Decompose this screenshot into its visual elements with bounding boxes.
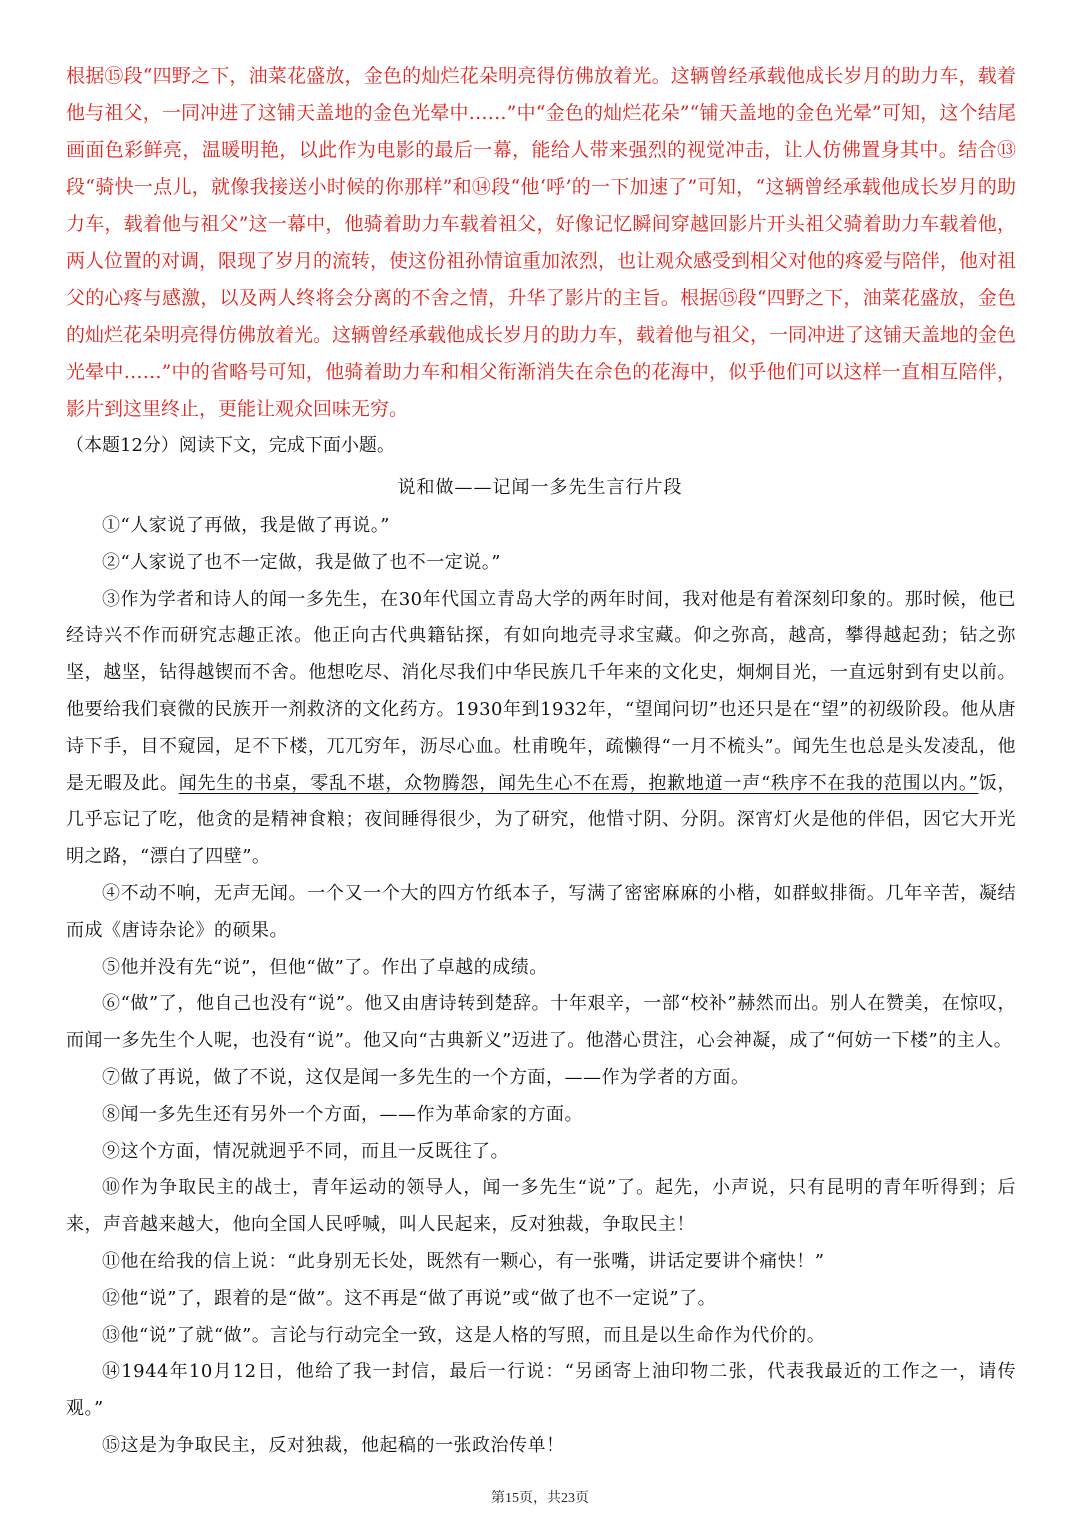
- paragraph-13: ⑬他“说”了就“做”。言论与行动完全一致，这是人格的写照，而且是以生命作为代价的。: [102, 1324, 826, 1346]
- article-title: 说和做——记闻一多先生言行片段: [397, 477, 683, 498]
- underlined-sentence: 闻先生的书桌，零乱不堪，众物腾怨，闻先生心不在焉，抱歉地道一声“秩序不在我的范围以内。”: [178, 772, 979, 794]
- paragraph-3: [66, 582, 1016, 876]
- paragraph-10: ⑩作为争取民主的战士，青年运动的领导人，闻一多先生“说”了。起先，小声说，只有昆明的青年听得到；后来，声音越来越大，他向全国人民呼喊，叫人民起来，反对独裁，争取民主！: [66, 1177, 1016, 1236]
- answer-analysis-text: 根据⑮段“四野之下，油菜花盛放，金色的灿烂花朵明亮得仿佛放着光。这辆曾经承载他成长岁月的助力车，载着他与祖父，一同冲进了这铺天盖地的金色光晕中……”中“金色的灿烂花朵”“铺天盖地的金色光晕”可知，这个结尾画面色彩鲜亮，温暖明艳，以此作为电影的最后一幕，能给人带来强烈的视觉冲击，让人仿佛置身其中。结合⑬段“骑快一点儿，就像我接送小时候的你那样”和⑭段“他‘呼’的一下加速了”可知，“这辆曾经承载他成长岁月的助力车，载着他与祖父”这一幕中，他骑着助力车载着祖父，好像记忆瞬间穿越回影片开头祖父骑着助力车载着他，两人位置的对调，限现了岁月的流转，使这份祖孙情谊重加浓烈，也让观众感受到相父对他的疼爱与陪伴，他对祖父的心疼与感激，以及两人终将会分离的不舍之情，升华了影片的主旨。根据⑮段“四野之下，油菜花盛放，金色的灿烂花朵明亮得仿佛放着光。这辆曾经承载他成长岁月的助力车，载着他与祖父，一同冲进了这铺天盖地的金色光晕中……”中的省略号可知，他骑着助力车和相父衔渐消失在佘色的花海中，似乎他们可以这样一直相互陪伴，影片到这里终止，更能让观众回味无穷。: [66, 65, 1017, 420]
- paragraph-2: ②“人家说了也不一定做，我是做了也不一定说。”: [102, 551, 501, 573]
- article-body: [66, 508, 1016, 1465]
- paragraph-4: ④不动不响，无声无闻。一个又一个大的四方竹纸本子，写满了密密麻麻的小楷，如群蚁排衙。几年辛苦，凝结而成《唐诗杂论》的硕果。: [66, 882, 1016, 941]
- paragraph-7: ⑦做了再说，做了不说，这仅是闻一多先生的一个方面，——作为学者的方面。: [102, 1066, 750, 1088]
- page-number-footer: 第15页，共23页: [491, 1491, 589, 1506]
- paragraph-1: ①“人家说了再做，我是做了再说。”: [102, 515, 390, 536]
- paragraph-8: ⑧闻一多先生还有另外一个方面，——作为革命家的方面。: [102, 1103, 583, 1125]
- paragraph-5: ⑤他并没有先“说”，但他“做”了。作出了卓越的成绩。: [102, 956, 548, 978]
- paragraph-3-part-b: 饭，几乎忘记了吃，他贪的是精神食粮；夜间睡得很少，为了研究，他惜寸阴、分阴。深宵灯火是他的伴侣，因它大开光明之路，“漂白了四壁”。: [66, 772, 1017, 868]
- paragraph-15: ⑮这是为争取民主，反对独裁，他起稿的一张政治传单！: [102, 1434, 565, 1456]
- paragraph-3-part-a: ③作为学者和诗人的闻一多先生，在30年代国立青岛大学的两年时间，我对他是有着深刻印象的。那时候，他已经诗兴不作而研究志趣正浓。他正向古代典籍钻探，有如向地壳寻求宝藏。仰之弥高，越高，攀得越起劲；钻之弥坚，越坚，钻得越锲而不舍。他想吃尽、消化尽我们中华民族几千年来的文化史，炯炯目光，一直远射到有史以前。他要给我们衰微的民族开一剂救济的文化药方。1930年到1932年，“望闻问切”也还只是在“望”的初级阶段。他从唐诗下手，目不窥园，足不下楼，兀兀穷年，沥尽心血。杜甫晚年，疏懒得“一月不梳头”。闻先生也总是头发凌乱，他是无暇及此。: [66, 588, 1016, 794]
- paragraph-14: ⑭1944年10月12日，他给了我一封信，最后一行说：“另函寄上油印物二张，代表我最近的工作之一，请传观。”: [66, 1361, 1016, 1420]
- paragraph-11: ⑪他在给我的信上说：“此身别无长处，既然有一颗心，有一张嘴，讲话定要讲个痛快！”: [102, 1250, 825, 1272]
- paragraph-6: ⑥“做”了，他自己也没有“说”。他又由唐诗转到楚辞。十年艰辛，一部“校补”赫然而出。别人在赞美，在惊叹，而闻一多先生个人呢，也没有“说”。他又向“古典新义”迈进了。他潜心贯注，心会神凝，成了“何妨一下楼”的主人。: [66, 993, 1016, 1052]
- paragraph-9: ⑨这个方面，情况就迥乎不同，而且一反既往了。: [102, 1140, 509, 1162]
- question-intro: （本题12分）阅读下文，完成下面小题。: [66, 435, 395, 456]
- paragraph-12: ⑫他“说”了，跟着的是“做”。这不再是“做了再说”或“做了也不一定说”了。: [102, 1287, 717, 1309]
